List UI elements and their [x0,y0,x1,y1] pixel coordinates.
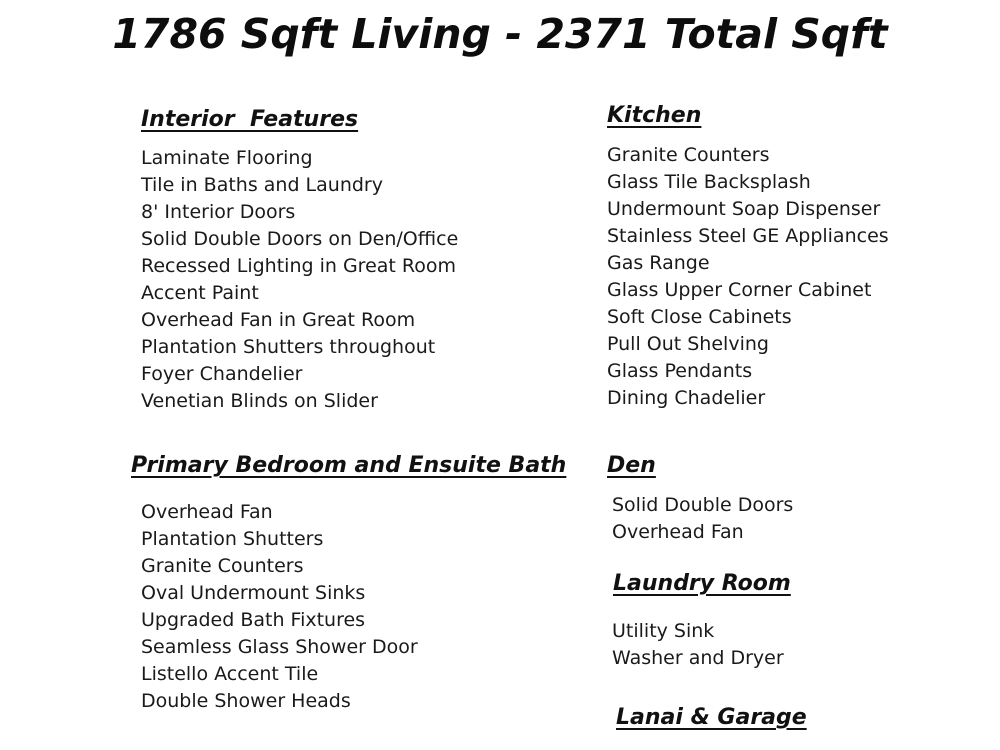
list-item: Plantation Shutters throughout [141,336,436,358]
interior-features-list [141,145,458,415]
list-item: Washer and Dryer [612,647,784,669]
list-item: Dining Chadelier [607,387,766,409]
den-heading: Den [607,453,656,478]
primary-bedroom-heading: Primary Bedroom and Ensuite Bath [131,453,567,478]
list-item: Granite Counters [607,144,770,166]
primary-bedroom-section [131,452,566,715]
list-item: Glass Upper Corner Cabinet [607,279,872,301]
list-item: Pull Out Shelving [607,333,769,355]
list-item: Glass Pendants [607,360,753,382]
list-item: Solid Double Doors [612,494,794,516]
interior-features-heading: Interior Features [141,107,359,132]
den-section [607,452,793,546]
list-item: Soft Close Cabinets [607,306,792,328]
interior-features-section [141,106,458,415]
lanai-garage-section [616,704,807,732]
list-item: 8' Interior Doors [141,201,296,223]
list-item: Stainless Steel GE Appliances [607,225,889,247]
den-list [612,492,793,546]
primary-bedroom-list [141,499,566,715]
kitchen-section [607,102,889,412]
list-item: Overhead Fan [612,521,744,543]
list-item: Accent Paint [141,282,259,304]
list-item: Upgraded Bath Fixtures [141,609,366,631]
list-item: Oval Undermount Sinks [141,582,366,604]
laundry-room-list [612,618,791,672]
list-item: Double Shower Heads [141,690,351,712]
list-item: Foyer Chandelier [141,363,303,385]
list-item: Overhead Fan [141,501,273,523]
laundry-room-section [613,570,791,672]
list-item: Laminate Flooring [141,147,313,169]
list-item: Listello Accent Tile [141,663,319,685]
page-title: 1786 Sqft Living - 2371 Total Sqft [112,10,888,58]
list-item: Utility Sink [612,620,715,642]
list-item: Glass Tile Backsplash [607,171,811,193]
list-item: Granite Counters [141,555,304,577]
list-item: Venetian Blinds on Slider [141,390,378,412]
kitchen-list [607,142,889,412]
list-item: Solid Double Doors on Den/Office [141,228,459,250]
list-item: Plantation Shutters [141,528,324,550]
lanai-garage-heading: Lanai & Garage [616,705,807,730]
list-item: Overhead Fan in Great Room [141,309,416,331]
list-item: Undermount Soap Dispenser [607,198,881,220]
list-item: Seamless Glass Shower Door [141,636,418,658]
list-item: Recessed Lighting in Great Room [141,255,457,277]
laundry-room-heading: Laundry Room [613,571,791,596]
kitchen-heading: Kitchen [607,103,702,128]
list-item: Gas Range [607,252,710,274]
list-item: Tile in Baths and Laundry [141,174,383,196]
